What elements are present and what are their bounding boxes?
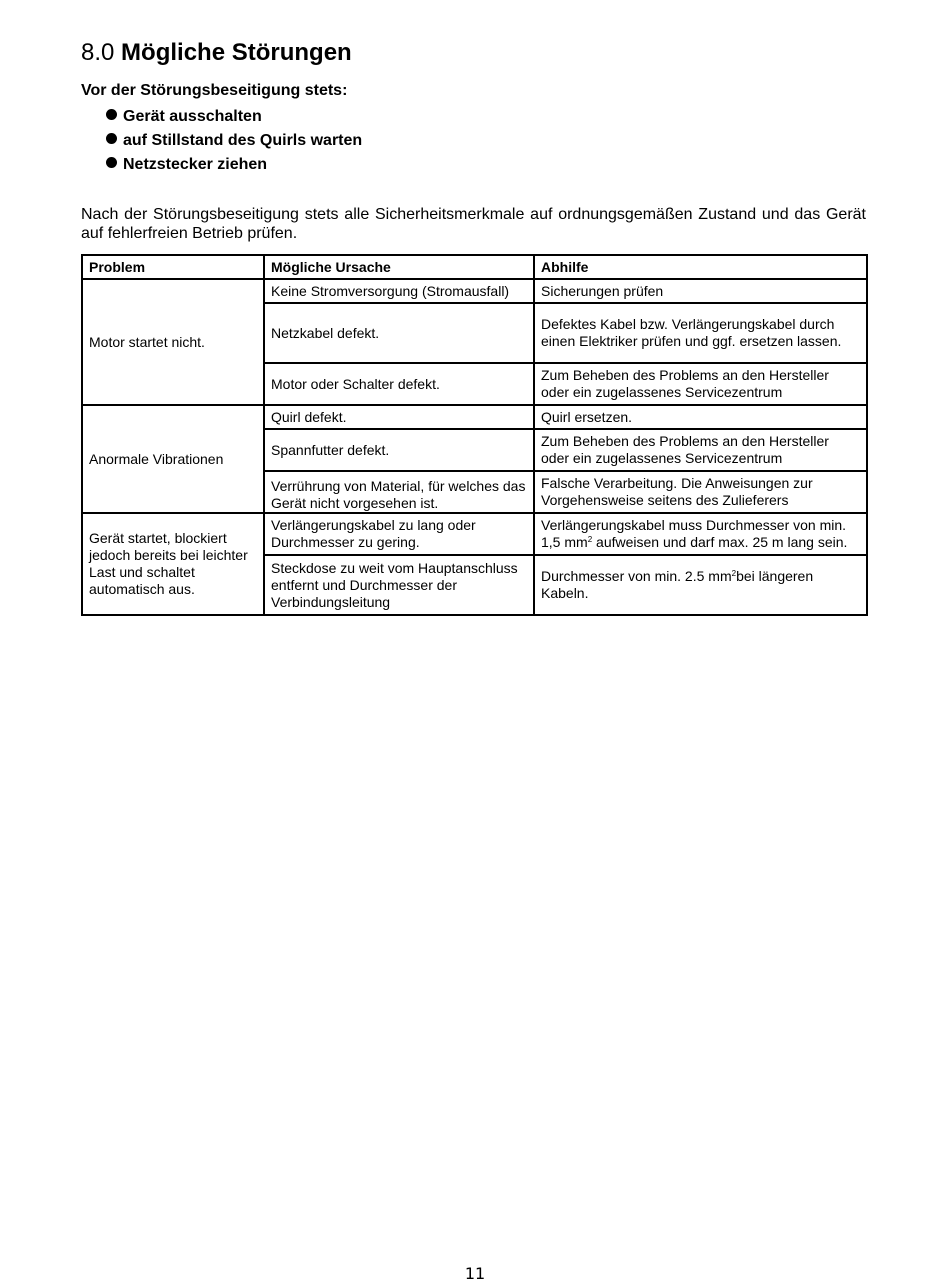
remedy-cell: Defektes Kabel bzw. Verlängerungskabel durch einen Elektriker prüfen und ggf. ersetzen lassen. bbox=[534, 303, 867, 363]
header-problem: Problem bbox=[82, 255, 264, 279]
remedy-cell bbox=[534, 513, 867, 555]
list-item bbox=[106, 129, 362, 153]
cause-cell: Keine Stromversorgung (Stromausfall) bbox=[264, 279, 534, 303]
superscript: 2 bbox=[731, 569, 737, 578]
remedy-text: aufweisen und darf max. 25 m lang sein. bbox=[592, 534, 848, 550]
header-remedy: Abhilfe bbox=[534, 255, 867, 279]
table-row bbox=[82, 405, 867, 429]
section-number: 8.0 bbox=[81, 39, 115, 66]
remedy-cell: Falsche Verarbeitung. Die Anweisungen zur Vorgehensweise seitens des Zulieferers bbox=[534, 471, 867, 513]
cause-cell: Spannfutter defekt. bbox=[264, 429, 534, 471]
bullet-icon bbox=[106, 133, 117, 144]
table-row bbox=[82, 279, 867, 303]
pre-steps-title: Vor der Störungsbeseitigung stets: bbox=[81, 82, 348, 99]
table-row bbox=[82, 513, 867, 555]
cause-cell: Motor oder Schalter defekt. bbox=[264, 363, 534, 405]
step-text: Netzstecker ziehen bbox=[123, 156, 268, 173]
page-number: 11 bbox=[464, 1264, 486, 1283]
cause-cell: Quirl defekt. bbox=[264, 405, 534, 429]
list-item bbox=[106, 153, 362, 177]
list-item bbox=[106, 105, 362, 129]
remedy-text: bei längeren Kabeln. bbox=[541, 568, 814, 601]
troubleshooting-table bbox=[81, 254, 868, 616]
remedy-cell: Zum Beheben des Problems an den Hersteller oder ein zugelassenes Servicezentrum bbox=[534, 363, 867, 405]
section-heading bbox=[81, 38, 352, 68]
cause-cell: Verlängerungskabel zu lang oder Durchmesser zu gering. bbox=[264, 513, 534, 555]
remedy-cell: Sicherungen prüfen bbox=[534, 279, 867, 303]
remedy-text: Verlängerungskabel muss Durchmesser von min. 1,5 mm bbox=[541, 517, 847, 550]
remedy-cell bbox=[534, 555, 867, 615]
remedy-cell: Quirl ersetzen. bbox=[534, 405, 867, 429]
problem-cell: Anormale Vibrationen bbox=[82, 405, 264, 513]
cause-cell: Netzkabel defekt. bbox=[264, 303, 534, 363]
superscript: 2 bbox=[587, 535, 593, 544]
header-cause: Mögliche Ursache bbox=[264, 255, 534, 279]
step-text: auf Stillstand des Quirls warten bbox=[123, 132, 363, 149]
section-title: Mögliche Störungen bbox=[121, 39, 352, 66]
intro-paragraph: Nach der Störungsbeseitigung stets alle Sicherheitsmerkmale auf ordnungsgemäßen Zustand und das Gerät auf fehlerfreien Betrieb prüfen. bbox=[81, 206, 866, 242]
cause-cell bbox=[264, 471, 534, 513]
table-header-row bbox=[82, 255, 867, 279]
bullet-icon bbox=[106, 109, 117, 120]
safety-steps-list bbox=[106, 105, 362, 177]
cause-cell: Steckdose zu weit vom Hauptanschluss entfernt und Durchmesser der Verbindungsleitung bbox=[264, 555, 534, 615]
remedy-text: Durchmesser von min. 2.5 mm bbox=[541, 568, 732, 584]
bullet-icon bbox=[106, 157, 117, 168]
cause-text: Verrührung von Material, für welches das Gerät nicht vorgesehen ist. bbox=[271, 478, 526, 511]
remedy-cell: Zum Beheben des Problems an den Hersteller oder ein zugelassenes Servicezentrum bbox=[534, 429, 867, 471]
problem-cell: Gerät startet, blockiert jedoch bereits bei leichter Last und schaltet automatisch aus. bbox=[82, 513, 264, 615]
step-text: Gerät ausschalten bbox=[123, 108, 262, 125]
problem-cell: Motor startet nicht. bbox=[82, 279, 264, 405]
